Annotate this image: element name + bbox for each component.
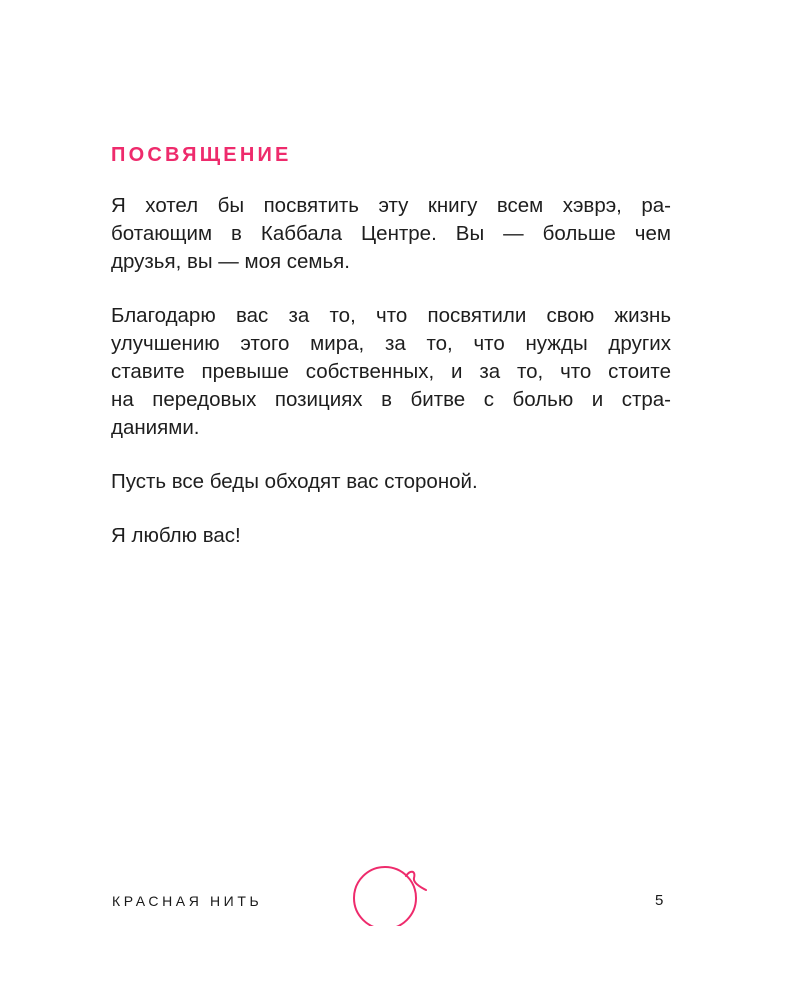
paragraph bbox=[111, 468, 671, 496]
text-line: Я хотел бы посвятить эту книгу всем хэврэ, ра- bbox=[111, 194, 671, 217]
dedication-heading: ПОСВЯЩЕНИЕ bbox=[111, 144, 292, 166]
text-line: ставите превыше собственных, и за то, что стоите bbox=[111, 360, 671, 383]
text-line: Я люблю вас! bbox=[111, 524, 241, 547]
text-line: друзья, вы — моя семья. bbox=[111, 250, 350, 273]
text-line: даниями. bbox=[111, 416, 200, 439]
text-line: на передовых позициях в битве с болью и стра- bbox=[111, 388, 671, 411]
red-thread-circle-icon bbox=[348, 866, 434, 926]
thread-knot bbox=[406, 872, 426, 890]
paragraph bbox=[111, 192, 671, 276]
paragraph bbox=[111, 522, 671, 550]
dedication-body bbox=[111, 192, 671, 576]
text-line: улучшению этого мира, за то, что нужды других bbox=[111, 332, 671, 355]
page-number: 5 bbox=[655, 892, 664, 909]
text-line: Благодарю вас за то, что посвятили свою жизнь bbox=[111, 304, 671, 327]
text-line: ботающим в Каббала Центре. Вы — больше чем bbox=[111, 222, 671, 245]
running-footer-book-title: КРАСНАЯ НИТЬ bbox=[112, 893, 263, 909]
text-line: Пусть все беды обходят вас стороной. bbox=[111, 470, 478, 493]
paragraph bbox=[111, 302, 671, 442]
